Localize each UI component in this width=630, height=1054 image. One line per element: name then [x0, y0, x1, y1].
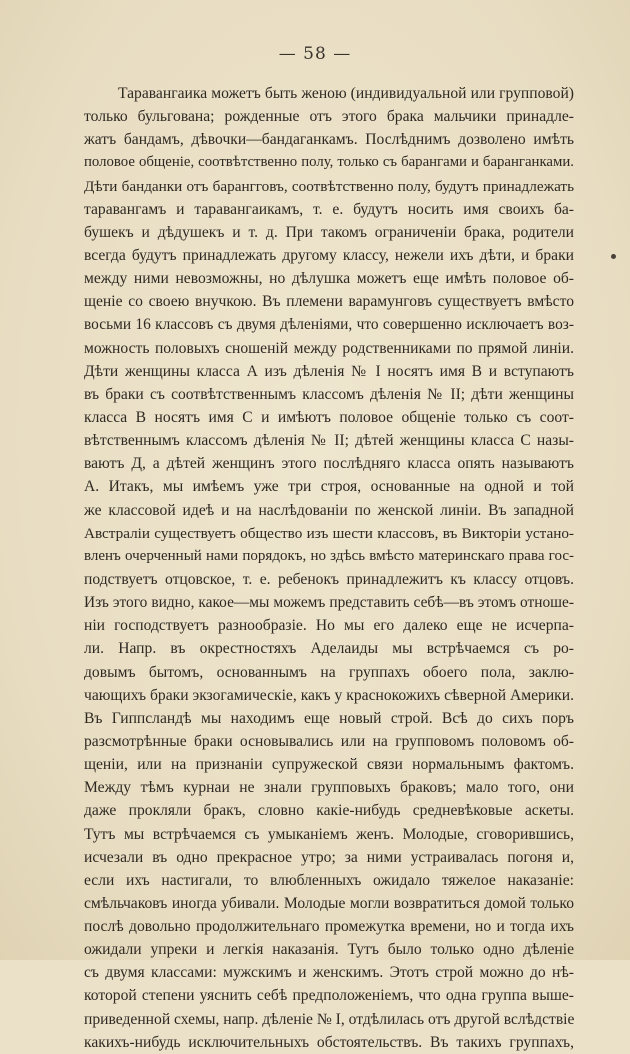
text-line: всегда будутъ принадлежать другому классу, нежели ихъ дѣти, и браки [84, 246, 574, 264]
text-line: разсмотрѣнные браки основывались или на групповомъ половомъ об- [84, 732, 574, 750]
text-line: приведенной схемы, напр. дѣленіе № I, отдѣлилась отъ другой вслѣдствіе [84, 1010, 575, 1028]
text-line: щеніе со своею внучкою. Въ племени варамунговъ существуетъ вмѣсто [84, 293, 574, 311]
text-line: если ихъ настигали, то влюбленныхъ ожидало тяжелое наказаніе: [84, 871, 574, 889]
text-line: Таравангаика можетъ быть женою (индивидуальной или групповой) [118, 85, 574, 102]
text-line: ли. Напр. въ окрестностяхъ Аделаиды мы встрѣчаемся съ ро- [84, 640, 574, 658]
text-line: же классовой идеѣ и на наслѣдованіи по женской линіи. Въ западной [84, 501, 574, 519]
text-line: только бульгована; рожденные отъ этого брака мальчики принадле- [84, 108, 574, 126]
text-line: между ними невозможны, но дѣлушка можетъ еще имѣть половое об- [84, 270, 574, 288]
text-line: таравангамъ и таравангаикамъ, т. е. будутъ носить имя своихъ ба- [84, 200, 574, 218]
margin-dot-mark [611, 254, 616, 259]
text-line: бушекъ и дѣдушекъ и т. д. При такомъ ограниченіи брака, родители [84, 223, 574, 241]
text-line: чающихъ браки экзогамическіе, какъ у краснокожихъ сѣверной Америки. [84, 686, 574, 704]
text-line: вленъ очерченный нами порядокъ, но здѣсь вмѣсто материнскаго права гос- [84, 547, 574, 564]
text-line: Въ Гиппсландѣ мы находимъ еще новый строй. Всѣ до сихъ поръ [84, 709, 574, 727]
text-line: ожидали упреки и легкія наказанія. Тутъ было только одно дѣленіе [84, 941, 574, 959]
text-line: въ браки съ соотвѣтственнымъ классомъ дѣленія № II; дѣти женщины [84, 385, 574, 403]
page-number: — 58 — [278, 44, 352, 64]
text-line: послѣ довольно продолжительнаго промежутка времени, но и тогда ихъ [84, 918, 574, 936]
text-line: Дѣти женщины класса А изъ дѣленія № I носятъ имя В и вступаютъ [84, 362, 574, 380]
text-line: съ двумя классами: мужскимъ и женскимъ. Этотъ строй можно до нѣ- [84, 964, 574, 982]
text-line: ніи господствуетъ разнообразіе. Но мы его далеко еще не исчерпа- [84, 617, 574, 635]
text-line: смѣльчаковъ иногда убивали. Молодые могли возвратиться домой только [84, 894, 574, 912]
text-line: А. Итакъ, мы имѣемъ уже три строя, основанные на одной и той [84, 478, 574, 496]
text-line: даже прокляли бракъ, словно какіе-нибудь средневѣковые аскеты. [84, 802, 574, 820]
text-line: исчезали въ одно прекрасное утро; за ними устраивалась погоня и, [84, 848, 574, 866]
text-line: Между тѣмъ курнаи не знали групповыхъ браковъ; мало того, они [84, 779, 574, 797]
text-line: можность половыхъ сношеній между родственниками по прямой линіи. [84, 339, 574, 357]
text-line: Австраліи существуетъ общество изъ шести классовъ, въ Викторіи устано- [84, 524, 574, 542]
text-line: щеніи, или на признаніи супружеской связи нормальнымъ фактомъ. [84, 756, 574, 774]
text-line: Тутъ мы встрѣчаемся съ умыканіемъ женъ. Молодые, сговорившись, [84, 825, 574, 843]
body-text [84, 82, 574, 1054]
text-line: восьми 16 классовъ съ двумя дѣленіями, что совершенно исключаетъ воз- [84, 316, 574, 334]
text-line: довымъ бытомъ, основаннымъ на группахъ обоего пола, заклю- [84, 663, 574, 681]
text-line: какихъ-нибудь исключительныхъ обстоятельствъ. Въ такихъ группахъ, [84, 1033, 574, 1051]
text-line: Изъ этого видно, какое—мы можемъ представить себѣ—въ этомъ отноше- [84, 594, 574, 612]
text-line: подствуетъ отцовское, т. е. ребенокъ принадлежитъ къ классу отцовъ. [84, 570, 574, 588]
text-line: половое общеніе, соотвѣтственно полу, только съ барангами и баранганками. [84, 154, 574, 171]
text-line: вѣтственнымъ классомъ дѣленія № II; дѣтей женщины класса С назы- [84, 432, 574, 450]
text-line: ваютъ Д, а дѣтей женщинъ этого послѣдняго класса опять называютъ [84, 455, 574, 473]
text-line: Дѣти банданки отъ барангговъ, соотвѣтственно полу, будутъ принадлежать [84, 177, 574, 195]
text-line: жатъ бандамъ, дѣвочки—бандаганкамъ. Послѣднимъ дозволено имѣть [84, 131, 574, 149]
text-line: класса В носятъ имя С и имѣютъ половое общеніе только съ соот- [84, 408, 574, 426]
text-line: которой степени уяснить себѣ предположеніемъ, что одна группа выше- [84, 987, 574, 1005]
